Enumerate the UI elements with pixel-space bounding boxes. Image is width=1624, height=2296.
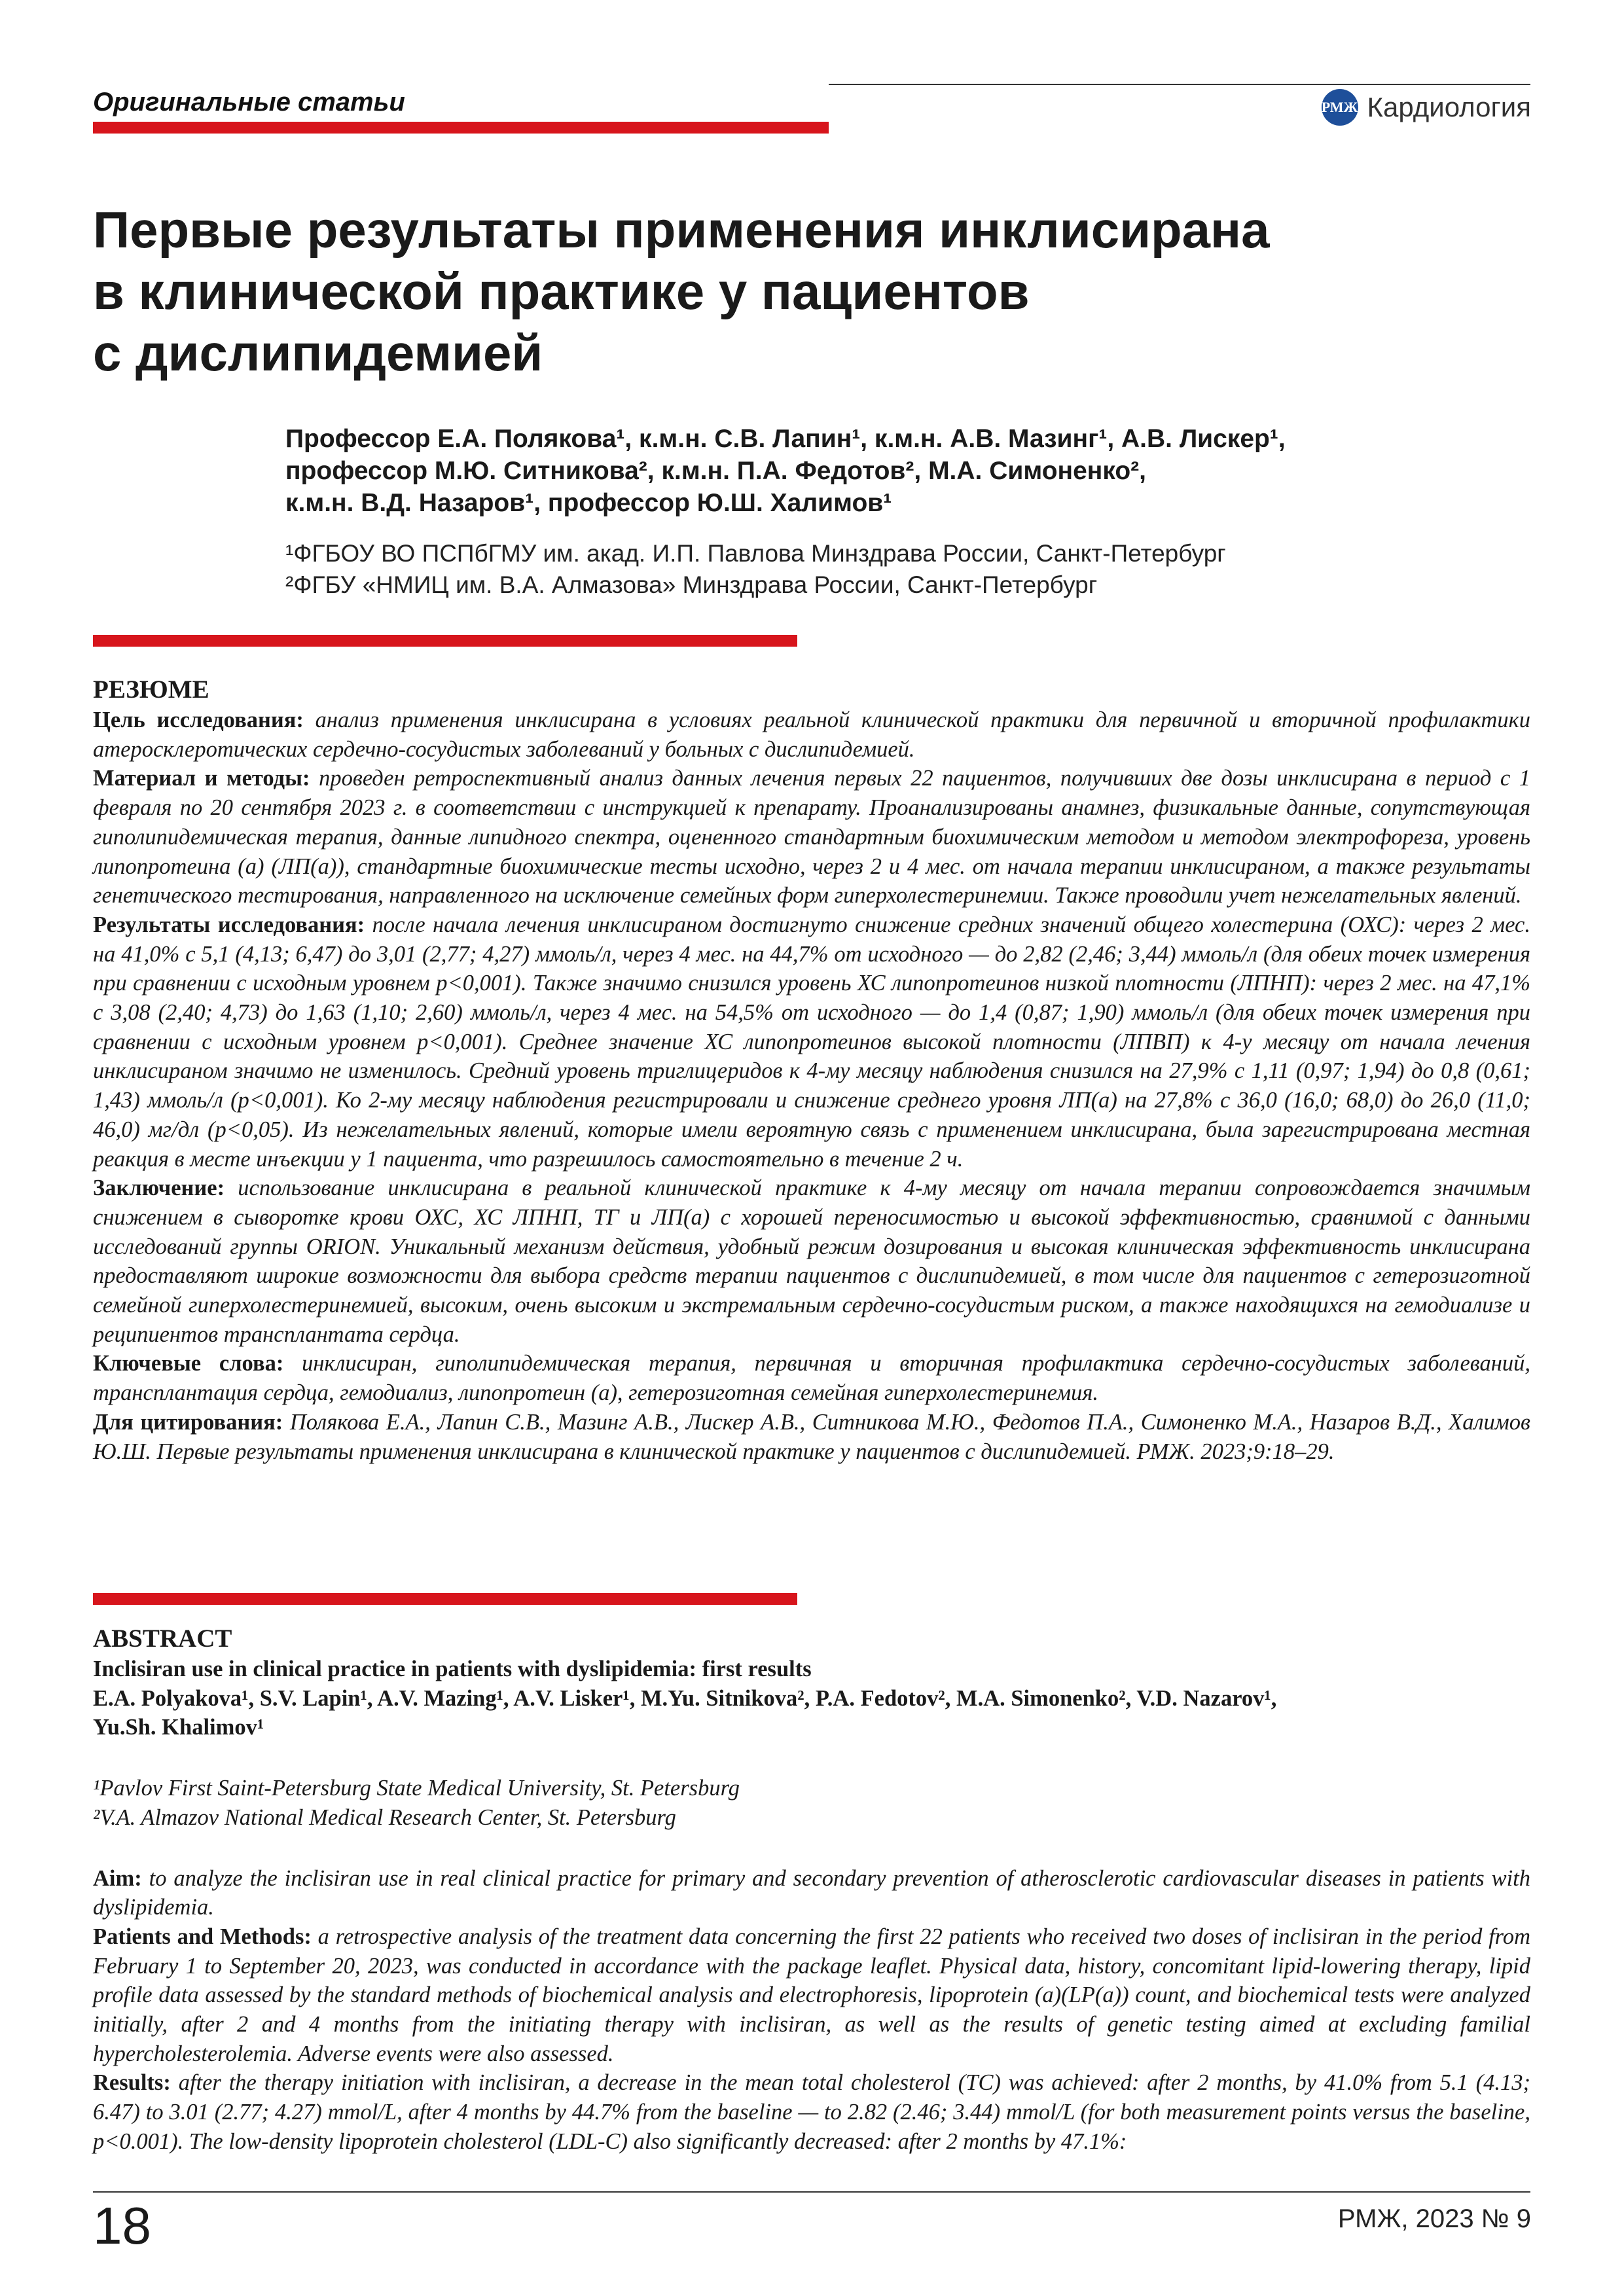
authors-line: к.м.н. В.Д. Назаров¹, профессор Ю.Ш. Халимов¹ [285, 489, 892, 517]
divider-red-bar [93, 1593, 797, 1605]
resume-methods: Материал и методы: проведен ретроспективный анализ данных лечения первых 22 пациентов, получивших две дозы инклисирана в период с 1 февраля по 20 сентября 2023 г. в соответствии с инструкцией к препарату. Проанализированы анамнез, физикальные данные, сопутствующая гиполипидемическая терапия, данные липидного спектра, оцененного стандартным биохимическим методом и методом электрофореза, уровень липопротеина (а) (ЛП(а)), стандартные биохимические тесты исходно, через 2 и 4 мес. от начала терапии инклисираном, а также результаты генетического тестирования, направленного на исключение семейных форм гиперхолестеринемии. Также проводили учет нежелательных явлений. [93, 766, 1531, 908]
resume-aim: Цель исследования: анализ применения инклисирана в условиях реальной клинической практики для первичной и вторичной профилактики атеросклеротических сердечно-сосудистых заболеваний у больных с дислипидемией. [93, 708, 1530, 762]
abstract-authors: E.A. Polyakova¹, S.V. Lapin¹, A.V. Mazing¹, A.V. Lisker¹, M.Yu. Sitnikova², P.A. Fedotov², M.A. Simonenko², V.D. Nazarov¹, [93, 1685, 1277, 1711]
resume-heading: РЕЗЮМЕ [93, 675, 209, 704]
abstract-authors: Yu.Sh. Khalimov¹ [93, 1715, 264, 1740]
footer-rule [93, 2191, 1530, 2193]
header-rule [829, 84, 1530, 85]
affiliation: ²ФГБУ «НМИЦ им. В.А. Алмазова» Минздрава России, Санкт-Петербург [285, 571, 1098, 598]
article-title [93, 199, 1402, 384]
title-line: с дислипидемией [93, 324, 543, 382]
header-red-bar [93, 122, 829, 134]
divider-red-bar [93, 635, 797, 647]
journal-section-name: Кардиология [1367, 92, 1531, 122]
affiliations-block [285, 538, 1226, 601]
authors-block [285, 423, 1529, 519]
authors-line: Профессор Е.А. Полякова¹, к.м.н. С.В. Лапин¹, к.м.н. А.В. Мазинг¹, А.В. Лискер¹, [285, 425, 1286, 453]
abstract-heading: ABSTRACT [93, 1624, 232, 1653]
abstract-title: Inclisiran use in clinical practice in patients with dyslipidemia: first results [93, 1657, 812, 1681]
journal-reference: РМЖ, 2023 № 9 [1337, 2204, 1531, 2233]
resume-conclusion: Заключение: использование инклисирана в реальной клинической практике к 4-му месяцу от начала терапии сопровождается значимым снижением в сыворотке крови ОХС, ХС ЛПНП, ТГ и ЛП(а) с хорошей переносимостью и высокой эффективностью, сравнимой с данными исследований группы ORION. Уникальный механизм действия, удобный режим дозирования и высокая клиническая эффективность инклисирана предоставляют широкие возможности для выбора средств терапии пациентов с дислипидемией, в том числе для пациентов с гетерозиготной семейной гиперхолестеринемией, высоким, очень высоким и экстремальным сердечно-сосудистым риском, а также находящихся на гемодиализе и реципиентов трансплантата сердца. [93, 1175, 1530, 1347]
authors-line: профессор М.Ю. Ситникова², к.м.н. П.А. Федотов², М.А. Симоненко², [285, 457, 1146, 485]
journal-brand [1322, 89, 1531, 126]
affiliation: ¹ФГБОУ ВО ПСПбГМУ им. акад. И.П. Павлова Минздрава России, Санкт-Петербург [285, 540, 1226, 567]
abstract-aim: Aim: to analyze the inclisiran use in real clinical practice for primary and secondary prevention of atherosclerotic cardiovascular diseases in patients with dyslipidemia. [93, 1865, 1531, 1920]
title-line: в клинической практике у пациентов [93, 262, 1030, 320]
resume-section [93, 674, 1530, 1466]
resume-keywords: Ключевые слова: инклисиран, гиполипидемическая терапия, первичная и вторичная профилактика сердечно-сосудистых заболеваний, трансплантация сердца, гемодиализ, липопротеин (а), гетерозиготная семейная гиперхолестеринемия. [93, 1351, 1530, 1406]
abstract-affiliation: ¹Pavlov First Saint-Petersburg State Medical University, St. Petersburg [93, 1776, 740, 1801]
abstract-results: Results: after the therapy initiation with inclisiran, a decrease in the mean total cholesterol (TC) was achieved: after 2 months, by 41.0% from 5.1 (4.13; 6.47) to 3.01 (2.77; 4.27) mmol/L, after 4 months by 44.7% from the baseline — to 2.82 (2.46; 3.44) mmol/L (for both measurement points versus the baseline, p<0.001). The low-density lipoprotein cholesterol (LDL-C) also significantly decreased: after 2 months by 47.1%: [93, 2070, 1530, 2154]
abstract-section [93, 1623, 1530, 2157]
resume-citation: Для цитирования: Полякова Е.А., Лапин С.В., Мазинг А.В., Лискер А.В., Ситникова М.Ю., Федотов П.А., Симоненко М.А., Назаров В.Д., Халимов Ю.Ш. Первые результаты применения инклисирана в клинической практике у пациентов с дислипидемией. РМЖ. 2023;9:18–29. [93, 1409, 1530, 1464]
abstract-affiliation: ²V.A. Almazov National Medical Research Center, St. Petersburg [93, 1804, 676, 1830]
resume-results: Результаты исследования: после начала лечения инклисираном достигнуто снижение средних значений общего холестерина (ОХС): через 2 мес. на 41,0% с 5,1 (4,13; 6,47) до 3,01 (2,77; 4,27) ммоль/л, через 4 мес. на 44,7% от исходного — до 2,82 (2,46; 3,44) ммоль/л (для обеих точек измерения при сравнении с исходным уровнем p<0,001). Также значимо снизился уровень ХС липопротеинов низкой плотности (ЛПНП): через 2 мес. на 47,1% с 3,08 (2,40; 4,73) до 1,63 (1,10; 2,60) ммоль/л, через 4 мес. на 54,5% от исходного — до 1,4 (0,87; 1,90) ммоль/л (для обеих точек измерения при сравнении с исходным уровнем p<0,001). Среднее значение ХС липопротеинов высокой плотности (ЛПВП) к 4-у месяцу от начала лечения инклисираном значимо не изменилось. Средний уровень триглицеридов к 4-му месяцу наблюдения снизился на 27,9% с 1,11 (0,97; 1,94) до 0,8 (0,61; 1,43) ммоль/л (p<0,001). Ко 2-му месяцу наблюдения регистрировали и снижение среднего уровня ЛП(а) на 27,8% с 36,0 (16,0; 68,0) до 26,0 (11,0; 46,0) мг/дл (p<0,05). Из нежелательных явлений, которые имели вероятную связь с применением инклисирана, была зарегистрирована местная реакция в месте инъекции у 1 пациента, что разрешилось самостоятельно в течение 2 ч. [93, 912, 1530, 1172]
page-number: 18 [93, 2197, 151, 2255]
title-line: Первые результаты применения инклисирана [93, 201, 1270, 259]
rmj-logo-icon: РМЖ [1322, 89, 1358, 126]
section-label: Оригинальные статьи [93, 88, 405, 117]
abstract-methods: Patients and Methods: a retrospective analysis of the treatment data concerning the first 22 patients who received two doses of inclisiran in the period from February 1 to September 20, 2023, was conducted in accordance with the package leaflet. Physical data, history, concomitant lipid-lowering therapy, lipid profile data assessed by the standard methods of biochemical analysis and electrophoresis, lipoprotein (a)(LP(a)) count, and biochemical tests were analyzed initially, after 2 and 4 months from the initiating therapy with inclisiran, as well as the results of genetic testing aimed at excluding familial hypercholesterolemia. Adverse events were also assessed. [93, 1924, 1530, 2066]
